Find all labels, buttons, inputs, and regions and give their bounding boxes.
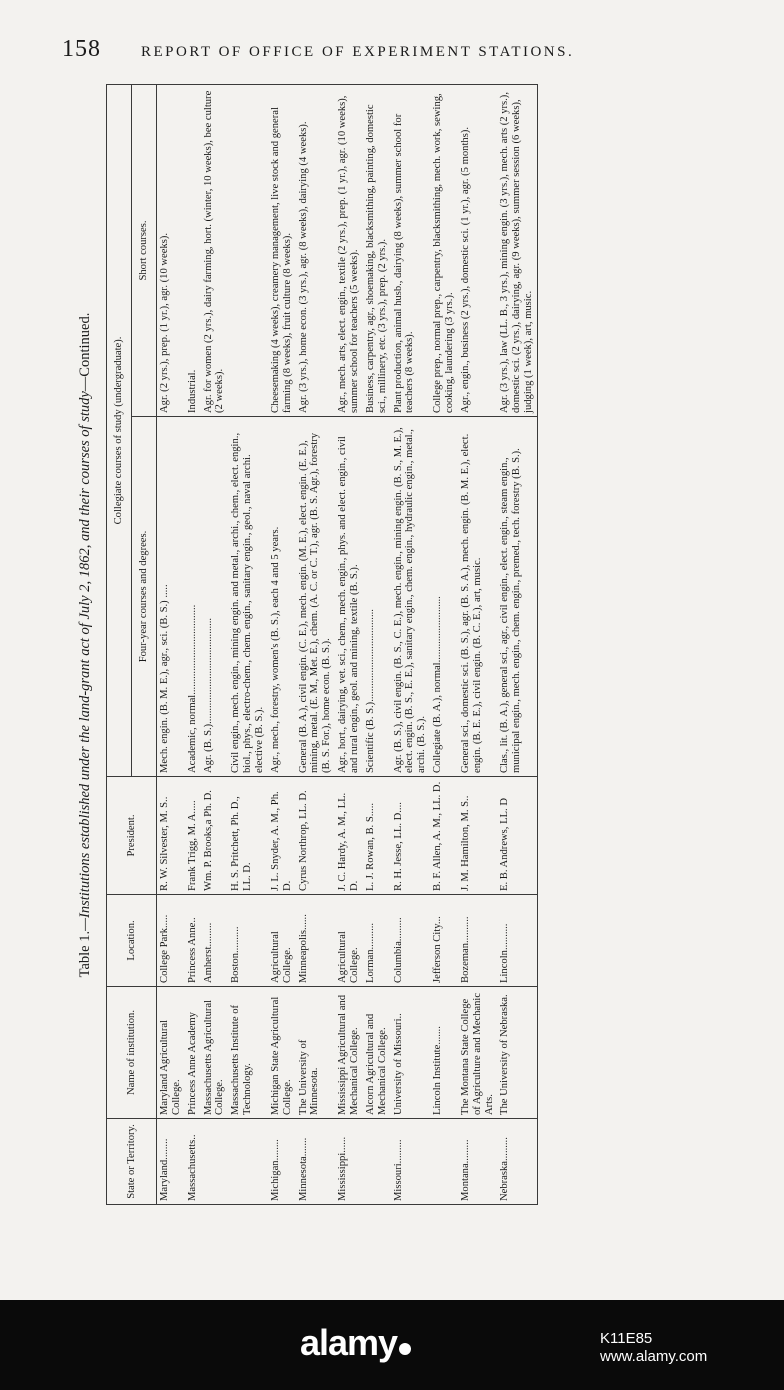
cell-four-year: Agr., mech., forestry, women's (B. S.), each 4 and 5 years. (268, 417, 296, 777)
header-collegiate-group: Collegiate courses of study (undergraduate). (107, 84, 132, 776)
cell-name: Massachusetts Agricultural College. (201, 987, 229, 1119)
table-row (268, 84, 296, 1204)
watermark-logo (300, 1322, 411, 1364)
institutions-table (106, 84, 538, 1205)
cell-president: H. S. Pritchett, Ph. D., LL. D. (228, 777, 268, 895)
cell-short: Agr., engin., business (2 yrs.), domestic sci. (1 yr.), agr. (5 months). (458, 84, 498, 416)
cell-name: Alcorn Agricultural and Mechanical College. (363, 987, 391, 1119)
cell-state: Montana......... (458, 1119, 498, 1205)
table-body (157, 84, 538, 1204)
cell-name: Mississippi Agricultural and Mechanical College. (335, 987, 363, 1119)
cell-location: Amherst......... (201, 895, 229, 987)
cell-short: Cheesemaking (4 weeks), creamery management, live stock and general farming (8 weeks), fruit culture (8 weeks). (268, 84, 296, 416)
table-row (296, 84, 336, 1204)
watermark-brand-text: alamy (300, 1322, 398, 1363)
cell-name: The University of Nebraska. (497, 987, 537, 1119)
cell-four-year: Academic, normal.................................. (185, 417, 201, 777)
cell-four-year: Scientific (B. S.)................................... (363, 417, 391, 777)
cell-president: R. W. Silvester, M. S.. (157, 777, 185, 895)
cell-short: College prep., normal prep., carpentry, blacksmithing, mech. work, sewing, cooking, laundering (3 yrs.). (430, 84, 458, 416)
cell-location: Jefferson City... (430, 895, 458, 987)
cell-name: Maryland Agricultural College. (157, 987, 185, 1119)
header-short: Short courses. (132, 84, 157, 416)
cell-name: The University of Minnesota. (296, 987, 336, 1119)
cell-location: Columbia......... (391, 895, 431, 987)
table-row (335, 84, 363, 1204)
header-state: State or Territory. (107, 1119, 157, 1205)
cell-president: J. M. Hamilton, M. S.. (458, 777, 498, 895)
header-president: President. (107, 777, 157, 895)
cell-state: Minnesota....... (296, 1119, 336, 1205)
watermark-info (600, 1330, 707, 1366)
cell-short: Agr., mech. arts, elect. engin., textile (2 yrs.), prep. (1 yr.), agr. (10 weeks), summer school for teachers (5 weeks). (335, 84, 363, 416)
cell-location: Agricultural College. (335, 895, 363, 987)
header-location: Location. (107, 895, 157, 987)
cell-location: College Park..... (157, 895, 185, 987)
cell-short: Agr. (3 yrs.), law (LL. B., 3 yrs.), mining engin. (3 yrs.), mech. arts (2 yrs.), domestic sci. (2 yrs.), dairying, agr. (9 weeks), summer session (6 weeks), judging (1 week), art, music. (497, 84, 537, 416)
watermark-image-id: K11E85 (600, 1330, 653, 1347)
cell-four-year: General sci., domestic sci. (B. S.), agr. (B. S. A.), mech. engin. (B. M. E.), elect. engin. (B. E. E.), civil engin. (B. C. E.), art, music. (458, 417, 498, 777)
table-row (201, 84, 229, 1204)
cell-four-year: Agr. (B. S.)........................................ (201, 417, 229, 777)
cell-short: Agr. (2 yrs.), prep. (1 yr.), agr. (10 weeks). (157, 84, 185, 416)
cell-president: Frank Trigg, M. A..... (185, 777, 201, 895)
cell-president: J. C. Hardy, A. M., LL. D. (335, 777, 363, 895)
cell-location: Minneapolis...... (296, 895, 336, 987)
cell-four-year: Civil engin., mech. engin., mining engin. and metal., archi., chem., elect. engin., biol., phys., electro-chem., chem. engin., sanitary engin., geol., naval archi. elective (B. S.). (228, 417, 268, 777)
table-row (391, 84, 431, 1204)
cell-president: J. L. Snyder, A. M., Ph. D. (268, 777, 296, 895)
cell-state: Mississippi...... (335, 1119, 363, 1205)
cell-state: Nebraska......... (497, 1119, 537, 1205)
cell-president: Cyrus Northrop, LL. D. (296, 777, 336, 895)
cell-name: Lincoln Institute....... (430, 987, 458, 1119)
table-caption (64, 85, 106, 1205)
table-row (228, 84, 268, 1204)
cell-short (228, 84, 268, 416)
cell-short: Industrial. (185, 84, 201, 416)
cell-president: B. F. Allen, A. M., LL. D. (430, 777, 458, 895)
caption-title: —Institutions established under the land-grant act of July 2, 1862, and their courses of study (77, 391, 93, 931)
cell-president: L. J. Rowan, B. S..... (363, 777, 391, 895)
cell-state: Michigan........ (268, 1119, 296, 1205)
header-four-year: Four-year courses and degrees. (132, 417, 157, 777)
cell-location: Lincoln.......... (497, 895, 537, 987)
cell-state: Massachusetts.. (185, 1119, 201, 1205)
cell-state (363, 1119, 391, 1205)
watermark-band (0, 1300, 784, 1390)
cell-state (201, 1119, 229, 1205)
table-row (363, 84, 391, 1204)
logo-dot-icon (399, 1343, 411, 1355)
running-head: REPORT OF OFFICE OF EXPERIMENT STATIONS. (141, 44, 575, 60)
page-number: 158 (62, 36, 101, 62)
cell-location: Agricultural College. (268, 895, 296, 987)
cell-president: Wm. P. Brooks,a Ph. D. (201, 777, 229, 895)
table-row (157, 84, 185, 1204)
table-row (430, 84, 458, 1204)
cell-name: University of Missouri.. (391, 987, 431, 1119)
cell-location: Boston.......... (228, 895, 268, 987)
cell-short: Plant production, animal husb., dairying (8 weeks), summer school for teachers (8 weeks). (391, 84, 431, 416)
caption-suffix: —Continued. (77, 312, 93, 392)
cell-short: Business, carpentry, agr., shoemaking, blacksmithing, painting, domestic sci., millinery, etc. (3 yrs.), prep. (2 yrs.). (363, 84, 391, 416)
cell-president: E. B. Andrews, LL. D (497, 777, 537, 895)
header-name: Name of institution. (107, 987, 157, 1119)
page-header (62, 36, 702, 72)
cell-name: Michigan State Agricultural College. (268, 987, 296, 1119)
cell-state: Missouri......... (391, 1119, 431, 1205)
cell-four-year: Agr., hort., dairying, vet. sci., chem., mech. engin., phys. and elect. engin., civil and rural engin., geol. and mining, textile (B. S.). (335, 417, 363, 777)
cell-location: Princess Anne.. (185, 895, 201, 987)
cell-short: Agr. for women (2 yrs.), dairy farming, hort. (winter, 10 weeks), bee culture (2 weeks). (201, 84, 229, 416)
caption-prefix: Table 1. (77, 930, 93, 978)
cell-four-year: Agr. (B. S.), civil engin. (B. S., C. E.), mech. engin., mining engin. (B. S., M. E.), elect. engin. (B. S., E. E.), sanitary engin., chem. engin., hydraulic engin., metal., archi. (B. S.). (391, 417, 431, 777)
cell-four-year: Collegiate (B. A.), normal......................... (430, 417, 458, 777)
table-row (497, 84, 537, 1204)
cell-state (430, 1119, 458, 1205)
table-row (185, 84, 201, 1204)
cell-name: The Montana State College of Agriculture and Mechanic Arts. (458, 987, 498, 1119)
watermark-url: www.alamy.com (600, 1348, 708, 1365)
cell-short: Agr. (3 yrs.), home econ. (3 yrs.), agr. (8 weeks), dairying (4 weeks). (296, 84, 336, 416)
cell-state: Maryland........ (157, 1119, 185, 1205)
cell-location: Lorman.......... (363, 895, 391, 987)
cell-four-year: General (B. A.), civil engin. (C. E.), mech. engin. (M. E.), elect. engin. (E. E.), mining, metal. (E. M., Met. E.), chem. (A. C. or C. T.), agr. (B. S. Agr.), forestry (B. S. For.), home econ. (B. S.). (296, 417, 336, 777)
rotated-table-block (64, 85, 704, 1205)
cell-president: R. H. Jesse, LL. D.... (391, 777, 431, 895)
cell-four-year: Mech. engin. (B. M. E.), agr., sci. (B. S.) ..... (157, 417, 185, 777)
cell-location: Bozeman.......... (458, 895, 498, 987)
cell-state (228, 1119, 268, 1205)
cell-name: Princess Anne Academy (185, 987, 201, 1119)
cell-four-year: Clas., lit. (B. A.), general sci., agr., civil engin., elect. engin., steam engin., municipal engin., mech. engin., chem. engin., premed., tech. forestry (B. S.). (497, 417, 537, 777)
table-row (458, 84, 498, 1204)
cell-name: Massachusetts Institute of Technology. (228, 987, 268, 1119)
